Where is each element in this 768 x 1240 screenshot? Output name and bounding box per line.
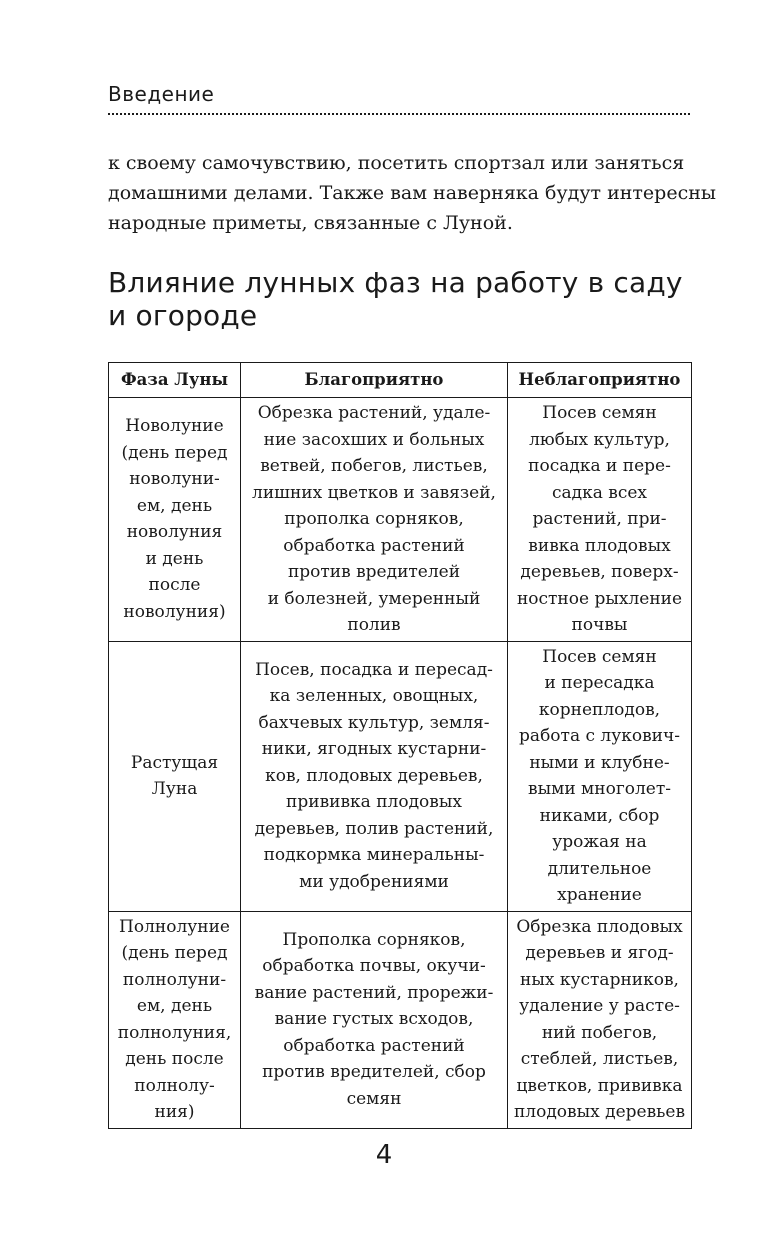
cell-line: ники, ягодных кустарни- <box>261 739 487 760</box>
cell-line: работа с лукович- <box>519 726 680 746</box>
section-title-line: и огороде <box>108 299 258 332</box>
cell-line: прививка плодовых <box>286 792 462 813</box>
cell-line: семян <box>346 1088 402 1109</box>
cell-line: почвы <box>571 615 628 635</box>
cell-line: Обрезка плодовых <box>516 916 683 937</box>
cell-line: никами, сбор <box>539 805 660 826</box>
cell-line: деревьев, поверх- <box>520 562 679 582</box>
intro-paragraph <box>108 148 717 238</box>
cell-line: ностное рыхление <box>516 588 683 609</box>
cell-line: (день перед <box>121 442 228 463</box>
cell-line: полив <box>347 615 401 635</box>
cell-line: Луна <box>151 779 198 799</box>
cell-line: после <box>148 575 201 596</box>
cell-line: Полнолуние <box>119 916 230 937</box>
column-header-phase: Фаза Луны <box>109 363 241 398</box>
cell-line: урожая на <box>552 832 647 852</box>
column-header-unfavorable: Неблагоприятно <box>508 363 692 398</box>
cell-line: обработка растений <box>283 535 465 556</box>
cell-line: ем, день <box>136 996 213 1016</box>
cell-phase <box>109 911 241 1128</box>
cell-line: Посев семян <box>542 646 657 667</box>
cell-line: ков, плодовых деревьев, <box>265 765 483 786</box>
cell-line: лишних цветков и завязей, <box>252 482 496 503</box>
cell-line: любых культур, <box>529 429 670 450</box>
section-title <box>108 266 690 332</box>
cell-line: вание растений, прорежи- <box>254 982 494 1003</box>
running-header <box>108 82 690 115</box>
cell-line: Обрезка растений, удале- <box>257 403 491 423</box>
cell-line: прополка сорняков, <box>284 509 464 529</box>
cell-phase <box>109 398 241 642</box>
cell-line: стеблей, листьев, <box>520 1049 679 1069</box>
cell-line: против вредителей <box>287 562 461 582</box>
cell-line: Растущая <box>130 752 219 773</box>
page-number: 4 <box>375 1140 393 1170</box>
cell-line: корнеплодов, <box>538 699 661 720</box>
cell-line: деревьев, полив растений, <box>254 818 494 839</box>
cell-line: цветков, прививка <box>516 1075 683 1096</box>
cell-line: Посев семян <box>542 403 657 423</box>
cell-line: и пересадка <box>544 673 655 693</box>
cell-line: и день <box>145 548 204 569</box>
intro-line: народные приметы, связанные с Луной. <box>108 212 513 234</box>
cell-line: плодовых деревьев <box>513 1102 686 1122</box>
cell-line: полнолуни- <box>122 969 227 990</box>
cell-phase <box>109 641 241 911</box>
cell-line: новолуния) <box>123 601 226 622</box>
cell-line: бахчевых культур, земля- <box>258 712 490 733</box>
cell-line: (день перед <box>121 943 228 963</box>
cell-line: ем, день <box>136 495 213 516</box>
cell-line: ных кустарников, <box>520 969 679 990</box>
cell-line: новолуния <box>126 522 223 543</box>
table-row <box>109 911 692 1128</box>
cell-line: полнолу- <box>134 1075 215 1096</box>
cell-line: новолуни- <box>129 469 220 490</box>
cell-favorable <box>241 398 508 642</box>
running-header-title: Введение <box>108 82 215 106</box>
cell-line: ний побегов, <box>541 1022 658 1043</box>
cell-line: ния) <box>154 1102 195 1122</box>
cell-line: хранение <box>557 885 642 905</box>
cell-unfavorable <box>508 398 692 642</box>
section-title-line: Влияние лунных фаз на работу в саду <box>108 266 683 299</box>
cell-unfavorable <box>508 641 692 911</box>
cell-line: деревьев и ягод- <box>525 943 674 963</box>
cell-line: ветвей, побегов, листьев, <box>260 456 488 476</box>
cell-line: ние засохших и больных <box>263 429 485 450</box>
cell-line: садка всех <box>551 482 648 503</box>
cell-line: выми многолет- <box>528 779 671 799</box>
cell-favorable <box>241 641 508 911</box>
cell-line: и болезней, умеренный <box>267 588 481 609</box>
column-header-favorable: Благоприятно <box>241 363 508 398</box>
header-dotted-rule <box>108 113 690 115</box>
cell-line: вивка плодовых <box>528 535 671 556</box>
cell-line: Посев, посадка и пересад- <box>255 659 493 680</box>
cell-line: вание густых всходов, <box>274 1009 474 1030</box>
cell-line: обработка растений <box>283 1035 465 1056</box>
cell-line: день после <box>125 1049 224 1069</box>
table-row <box>109 398 692 642</box>
intro-line: к своему самочувствию, посетить спортзал или заняться <box>108 152 685 174</box>
table-header-row <box>109 363 692 398</box>
cell-line: Прополка сорняков, <box>282 929 466 950</box>
cell-line: растений, при- <box>532 509 667 529</box>
cell-unfavorable <box>508 911 692 1128</box>
cell-line: полнолуния, <box>117 1022 232 1043</box>
cell-line: ка зеленных, овощных, <box>269 686 479 707</box>
cell-line: ными и клубне- <box>529 752 670 773</box>
cell-line: длительное <box>547 858 652 879</box>
table-row <box>109 641 692 911</box>
cell-line: Новолуние <box>125 416 224 437</box>
cell-line: против вредителей, сбор <box>262 1062 486 1083</box>
cell-line: подкормка минеральны- <box>263 845 485 866</box>
intro-line: домашними делами. Также вам наверняка будут интересны <box>108 182 717 204</box>
cell-line: ми удобрениями <box>299 871 449 892</box>
moon-phases-table <box>108 362 692 1129</box>
cell-favorable <box>241 911 508 1128</box>
cell-line: обработка почвы, окучи- <box>262 956 486 977</box>
cell-line: удаление у расте- <box>519 996 680 1016</box>
cell-line: посадка и пере- <box>528 456 671 476</box>
